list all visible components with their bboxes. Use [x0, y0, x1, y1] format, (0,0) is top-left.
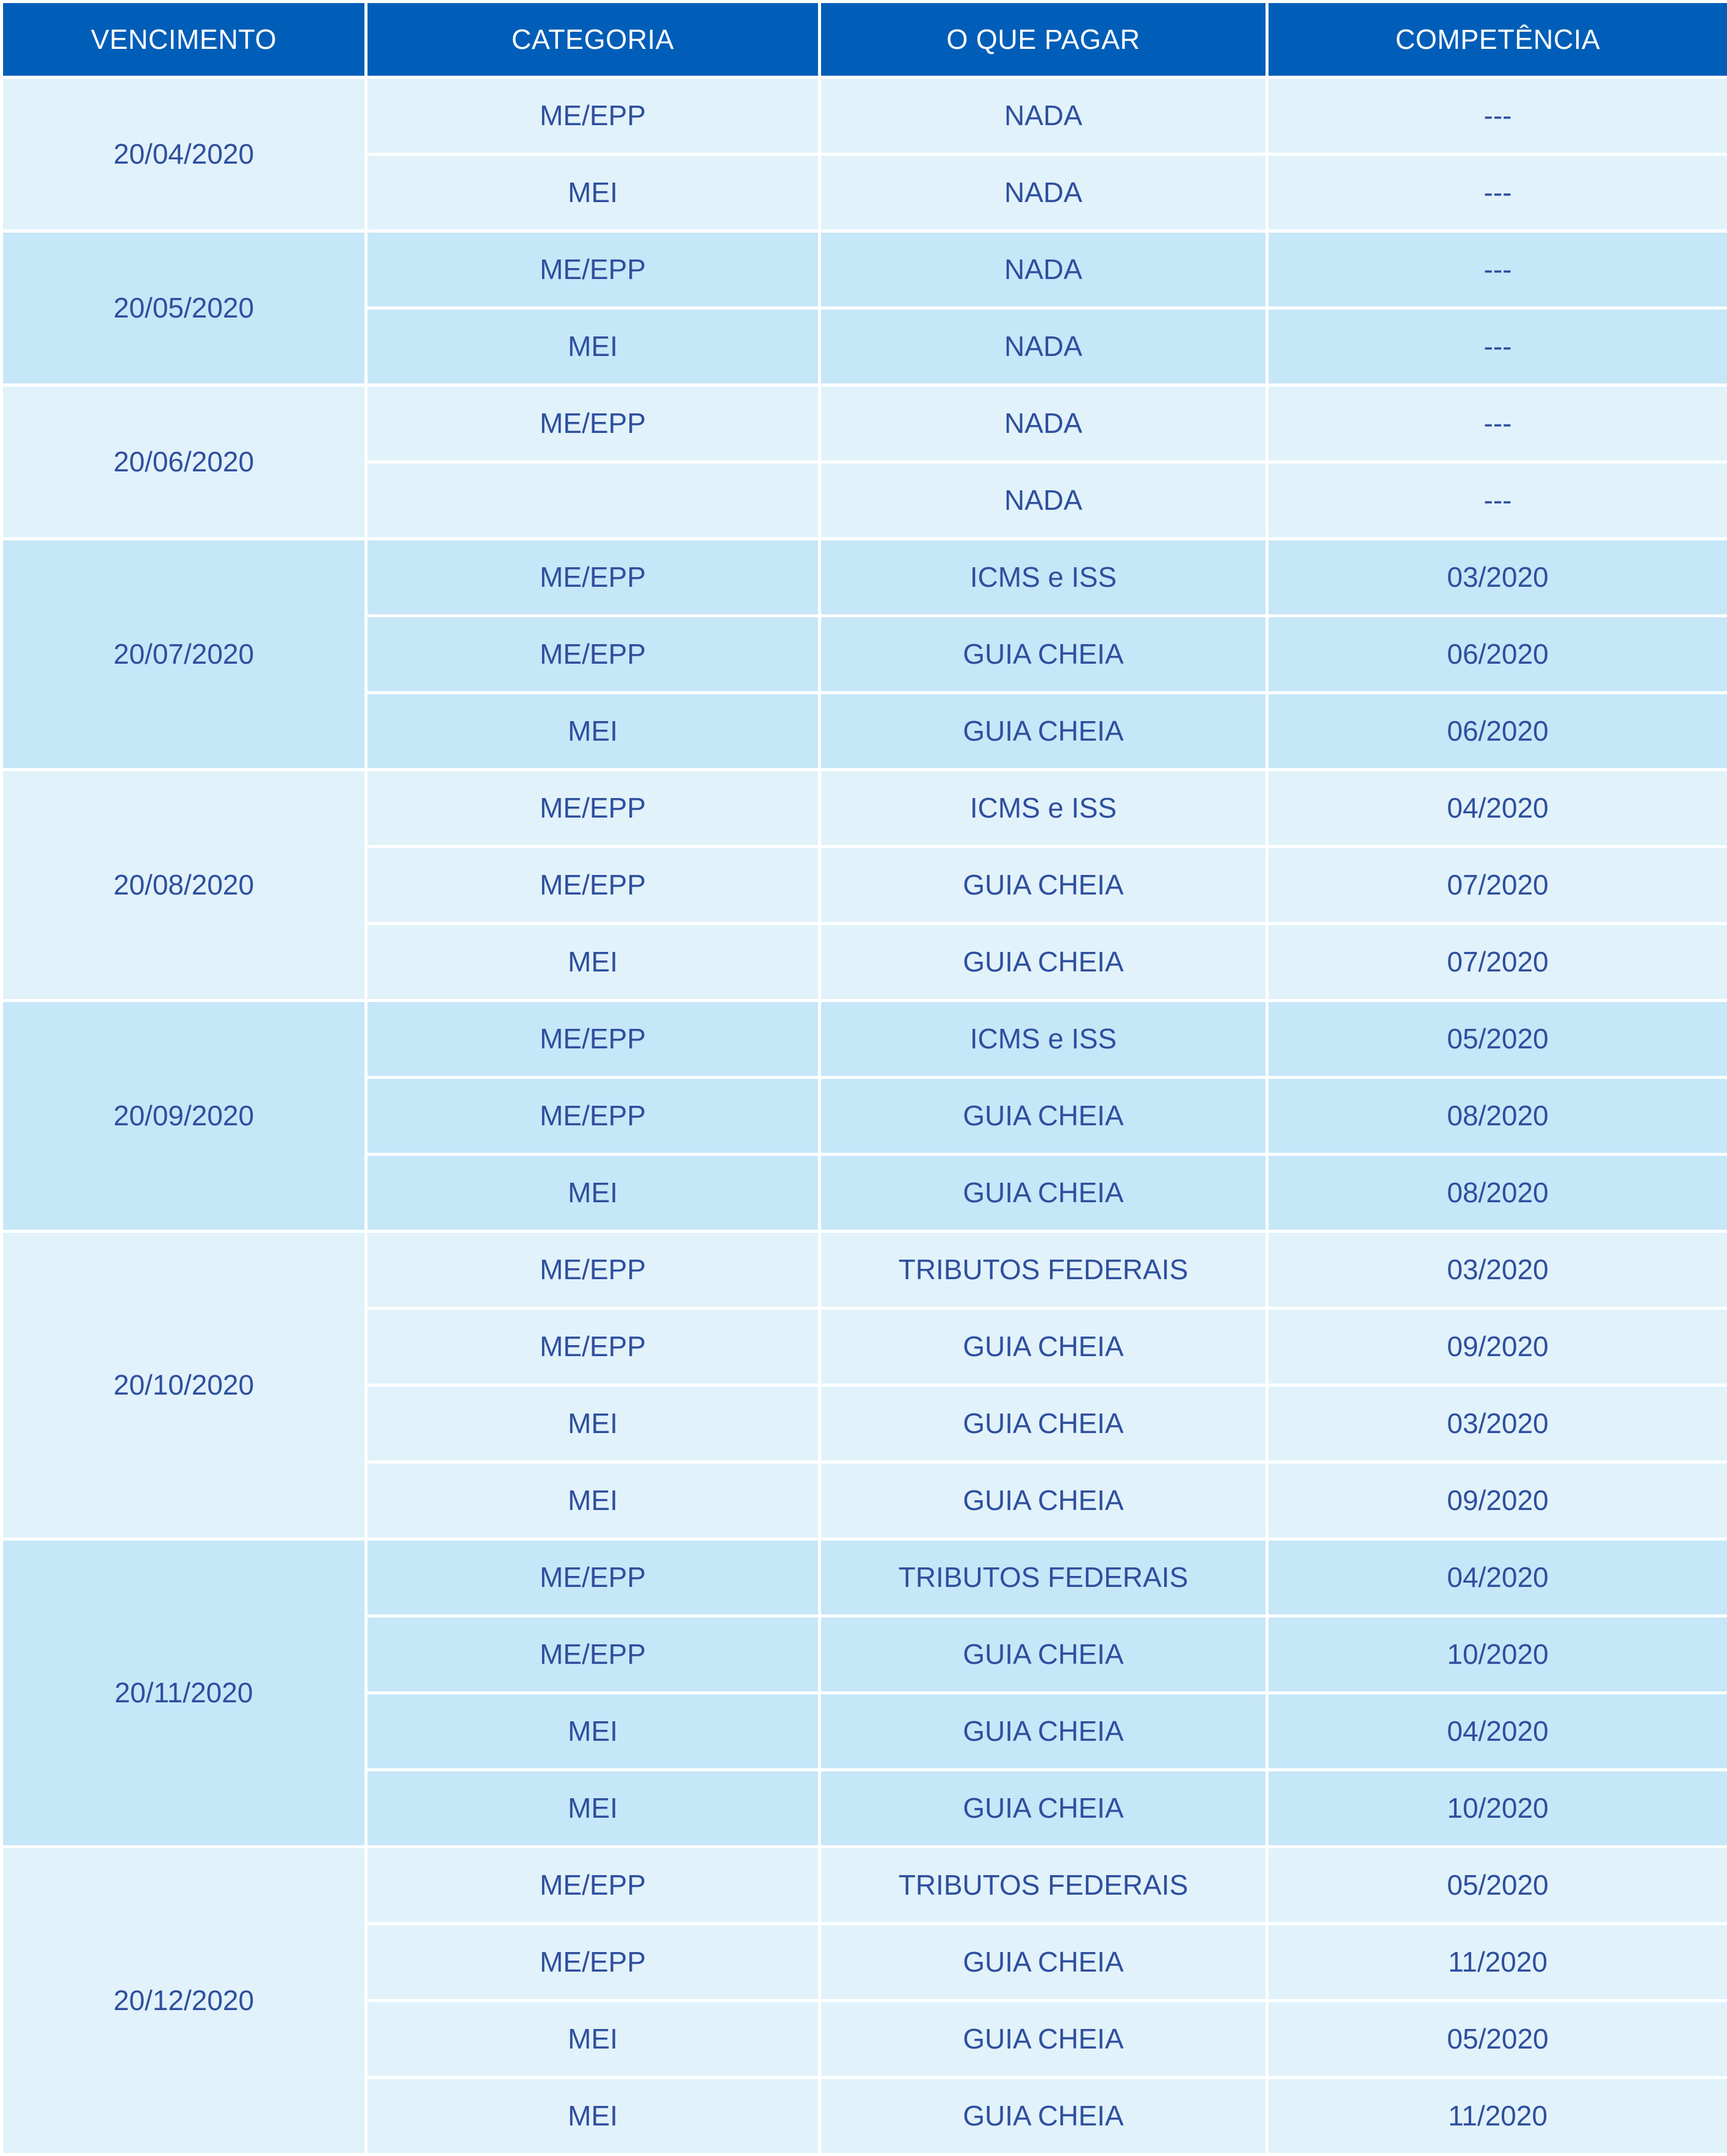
due-date-group	[3, 79, 1727, 230]
category-cell: ME/EPP	[367, 1079, 818, 1153]
payment-cell: GUIA CHEIA	[821, 1310, 1265, 1384]
header-vencimento: VENCIMENTO	[3, 3, 364, 76]
due-date-group	[3, 1848, 1727, 2153]
category-cell: ME/EPP	[367, 233, 818, 307]
period-cell: 05/2020	[1269, 1002, 1727, 1076]
category-cell: MEI	[367, 1694, 818, 1768]
table-row	[3, 1848, 1727, 1922]
category-cell: MEI	[367, 310, 818, 383]
category-cell: MEI	[367, 1771, 818, 1845]
category-cell: ME/EPP	[367, 848, 818, 922]
category-cell	[367, 463, 818, 537]
due-date-group	[3, 387, 1727, 537]
period-cell: 07/2020	[1269, 848, 1727, 922]
due-date-cell: 20/08/2020	[3, 771, 364, 999]
category-cell: MEI	[367, 1387, 818, 1461]
category-cell: ME/EPP	[367, 1617, 818, 1691]
period-cell: 11/2020	[1269, 2079, 1727, 2153]
table-row	[3, 79, 1727, 153]
table-row	[3, 233, 1727, 307]
payment-cell: GUIA CHEIA	[821, 1156, 1265, 1230]
category-cell: ME/EPP	[367, 1310, 818, 1384]
due-date-cell: 20/12/2020	[3, 1848, 364, 2153]
due-date-group	[3, 540, 1727, 768]
header-row	[3, 3, 1727, 76]
payment-cell: NADA	[821, 387, 1265, 460]
period-cell: 04/2020	[1269, 1541, 1727, 1614]
category-cell: ME/EPP	[367, 79, 818, 153]
payment-cell: GUIA CHEIA	[821, 1464, 1265, 1537]
table-row	[3, 771, 1727, 845]
payment-cell: ICMS e ISS	[821, 1002, 1265, 1076]
category-cell: ME/EPP	[367, 1541, 818, 1614]
table-row	[3, 540, 1727, 614]
period-cell: 08/2020	[1269, 1156, 1727, 1230]
category-cell: MEI	[367, 2002, 818, 2076]
due-date-cell: 20/09/2020	[3, 1002, 364, 1230]
period-cell: ---	[1269, 79, 1727, 153]
period-cell: 06/2020	[1269, 694, 1727, 768]
category-cell: MEI	[367, 156, 818, 230]
category-cell: ME/EPP	[367, 1002, 818, 1076]
period-cell: 04/2020	[1269, 771, 1727, 845]
payment-cell: GUIA CHEIA	[821, 1771, 1265, 1845]
payment-cell: GUIA CHEIA	[821, 925, 1265, 999]
payment-cell: GUIA CHEIA	[821, 2002, 1265, 2076]
due-date-cell: 20/05/2020	[3, 233, 364, 383]
payment-cell: NADA	[821, 156, 1265, 230]
payment-cell: TRIBUTOS FEDERAIS	[821, 1233, 1265, 1307]
period-cell: 06/2020	[1269, 617, 1727, 691]
payment-cell: GUIA CHEIA	[821, 1925, 1265, 1999]
period-cell: 05/2020	[1269, 1848, 1727, 1922]
period-cell: 03/2020	[1269, 1387, 1727, 1461]
table-row	[3, 1541, 1727, 1614]
payment-cell: ICMS e ISS	[821, 771, 1265, 845]
table-row	[3, 387, 1727, 460]
table-header	[3, 3, 1727, 76]
payment-cell: TRIBUTOS FEDERAIS	[821, 1848, 1265, 1922]
category-cell: MEI	[367, 925, 818, 999]
payment-cell: GUIA CHEIA	[821, 1617, 1265, 1691]
payment-cell: ICMS e ISS	[821, 540, 1265, 614]
period-cell: ---	[1269, 387, 1727, 460]
period-cell: 11/2020	[1269, 1925, 1727, 1999]
category-cell: ME/EPP	[367, 771, 818, 845]
payment-cell: GUIA CHEIA	[821, 1694, 1265, 1768]
category-cell: ME/EPP	[367, 1848, 818, 1922]
period-cell: 09/2020	[1269, 1310, 1727, 1384]
category-cell: ME/EPP	[367, 617, 818, 691]
header-categoria: CATEGORIA	[367, 3, 818, 76]
category-cell: ME/EPP	[367, 1233, 818, 1307]
due-date-cell: 20/06/2020	[3, 387, 364, 537]
payment-cell: GUIA CHEIA	[821, 1079, 1265, 1153]
payment-cell: NADA	[821, 233, 1265, 307]
category-cell: MEI	[367, 1156, 818, 1230]
table-row	[3, 1002, 1727, 1076]
period-cell: 03/2020	[1269, 1233, 1727, 1307]
period-cell: 04/2020	[1269, 1694, 1727, 1768]
due-date-cell: 20/04/2020	[3, 79, 364, 230]
payment-cell: GUIA CHEIA	[821, 694, 1265, 768]
payment-cell: GUIA CHEIA	[821, 2079, 1265, 2153]
category-cell: MEI	[367, 1464, 818, 1537]
due-date-group	[3, 1541, 1727, 1845]
due-date-cell: 20/11/2020	[3, 1541, 364, 1845]
period-cell: ---	[1269, 310, 1727, 383]
payment-cell: GUIA CHEIA	[821, 848, 1265, 922]
period-cell: 10/2020	[1269, 1771, 1727, 1845]
period-cell: 03/2020	[1269, 540, 1727, 614]
payment-cell: NADA	[821, 79, 1265, 153]
period-cell: 09/2020	[1269, 1464, 1727, 1537]
due-date-group	[3, 233, 1727, 383]
category-cell: ME/EPP	[367, 540, 818, 614]
payment-cell: GUIA CHEIA	[821, 1387, 1265, 1461]
payment-cell: GUIA CHEIA	[821, 617, 1265, 691]
period-cell: ---	[1269, 463, 1727, 537]
header-competencia: COMPETÊNCIA	[1269, 3, 1727, 76]
category-cell: MEI	[367, 694, 818, 768]
period-cell: 08/2020	[1269, 1079, 1727, 1153]
payment-cell: TRIBUTOS FEDERAIS	[821, 1541, 1265, 1614]
period-cell: 05/2020	[1269, 2002, 1727, 2076]
category-cell: MEI	[367, 2079, 818, 2153]
payment-cell: NADA	[821, 310, 1265, 383]
period-cell: 10/2020	[1269, 1617, 1727, 1691]
due-date-group	[3, 1002, 1727, 1230]
period-cell: 07/2020	[1269, 925, 1727, 999]
due-date-cell: 20/07/2020	[3, 540, 364, 768]
period-cell: ---	[1269, 233, 1727, 307]
header-o-que-pagar: O QUE PAGAR	[821, 3, 1265, 76]
period-cell: ---	[1269, 156, 1727, 230]
due-date-cell: 20/10/2020	[3, 1233, 364, 1537]
payment-cell: NADA	[821, 463, 1265, 537]
category-cell: ME/EPP	[367, 387, 818, 460]
due-date-group	[3, 771, 1727, 999]
due-date-group	[3, 1233, 1727, 1537]
category-cell: ME/EPP	[367, 1925, 818, 1999]
table-row	[3, 1233, 1727, 1307]
